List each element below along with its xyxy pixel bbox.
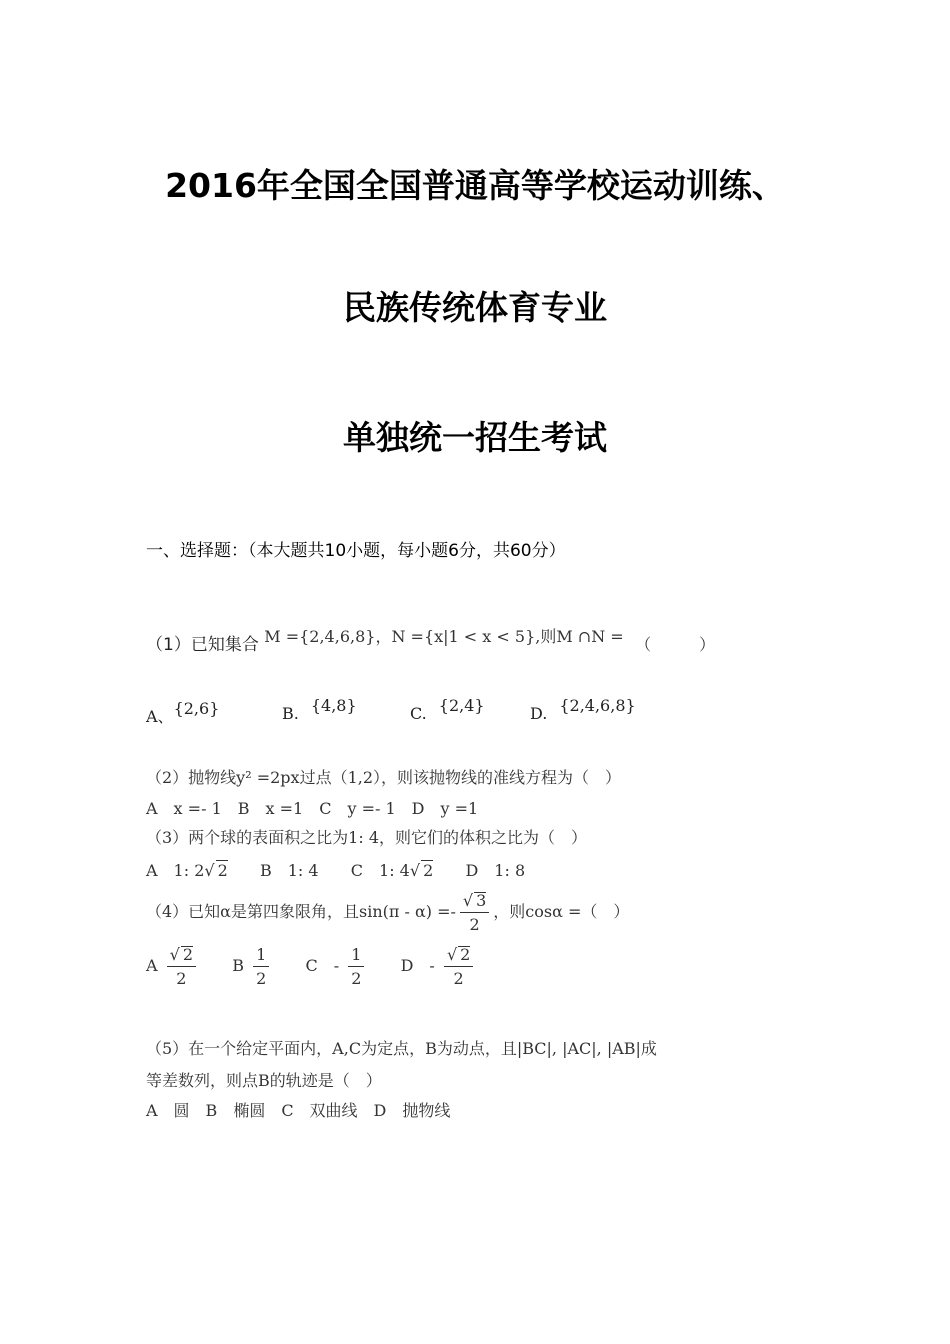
question-4-stem: （4）已知α是第四象限角，且sin(π - α) =- $\frac{√ 3}{2}$ ，则cosα =（ ） (146, 891, 630, 934)
question-3-options: A 1: 2√ 2 B 1: 4 C 1: 4√ 2 D 1: 8 (146, 861, 526, 880)
q4-option-a-fraction: $\frac{√ 2}{2}$ (167, 946, 196, 987)
question-2-options: A x =- 1 B x =1 C y =- 1 D y =1 (146, 799, 479, 818)
q4-fraction: $\frac{√ 3}{2}$ (460, 892, 489, 933)
q4-option-d-fraction: $\frac{√ 2}{2}$ (444, 946, 473, 987)
question-4-options: A $\frac{√ 2}{2}$ B $\frac{1}{2}$ C - $\frac{1}{2}$ D - $\frac{√ 2}{2}$ (146, 946, 477, 987)
q1-prefix: （1）已知集合 (146, 635, 259, 655)
q4-option-c-fraction: $\frac{1}{2}$ (348, 947, 364, 987)
question-1 (146, 627, 716, 655)
q1-option-c: C. {2,4} (410, 696, 485, 723)
exam-title-line-2: 民族传统体育专业 (343, 288, 607, 327)
exam-title-line-3: 单独统一招生考试 (343, 418, 607, 457)
section-heading: 一、选择题：（本大题共10小题，每小题6分，共60分） (146, 541, 566, 561)
q1-option-a: A、{2,6} (146, 699, 220, 726)
q1-answer-paren: （ ） (635, 635, 716, 654)
q4-option-b-fraction: $\frac{1}{2}$ (253, 947, 269, 987)
question-2-stem: （2）抛物线y² =2px过点（1,2），则该抛物线的准线方程为（ ） (146, 768, 622, 787)
question-5-line-1: （5）在一个给定平面内，A,C为定点，B为动点，且|BC|, |AC|, |AB|成 (146, 1039, 657, 1058)
exam-title-line-1: 2016年全国全国普通高等学校运动训练、 (165, 166, 785, 205)
question-5-line-2: 等差数列，则点B的轨迹是（ ） (146, 1071, 382, 1090)
question-5-options: A 圆 B 椭圆 C 双曲线 D 抛物线 (146, 1101, 451, 1120)
question-3-stem: （3）两个球的表面积之比为1: 4，则它们的体积之比为（ ） (146, 828, 588, 847)
q1-option-b: B. {4,8} (282, 696, 357, 723)
q1-option-d: D. {2,4,6,8} (530, 696, 636, 723)
q1-expression: M ={2,4,6,8}，N ={x|1 < x < 5},则M ∩N = (264, 627, 624, 646)
